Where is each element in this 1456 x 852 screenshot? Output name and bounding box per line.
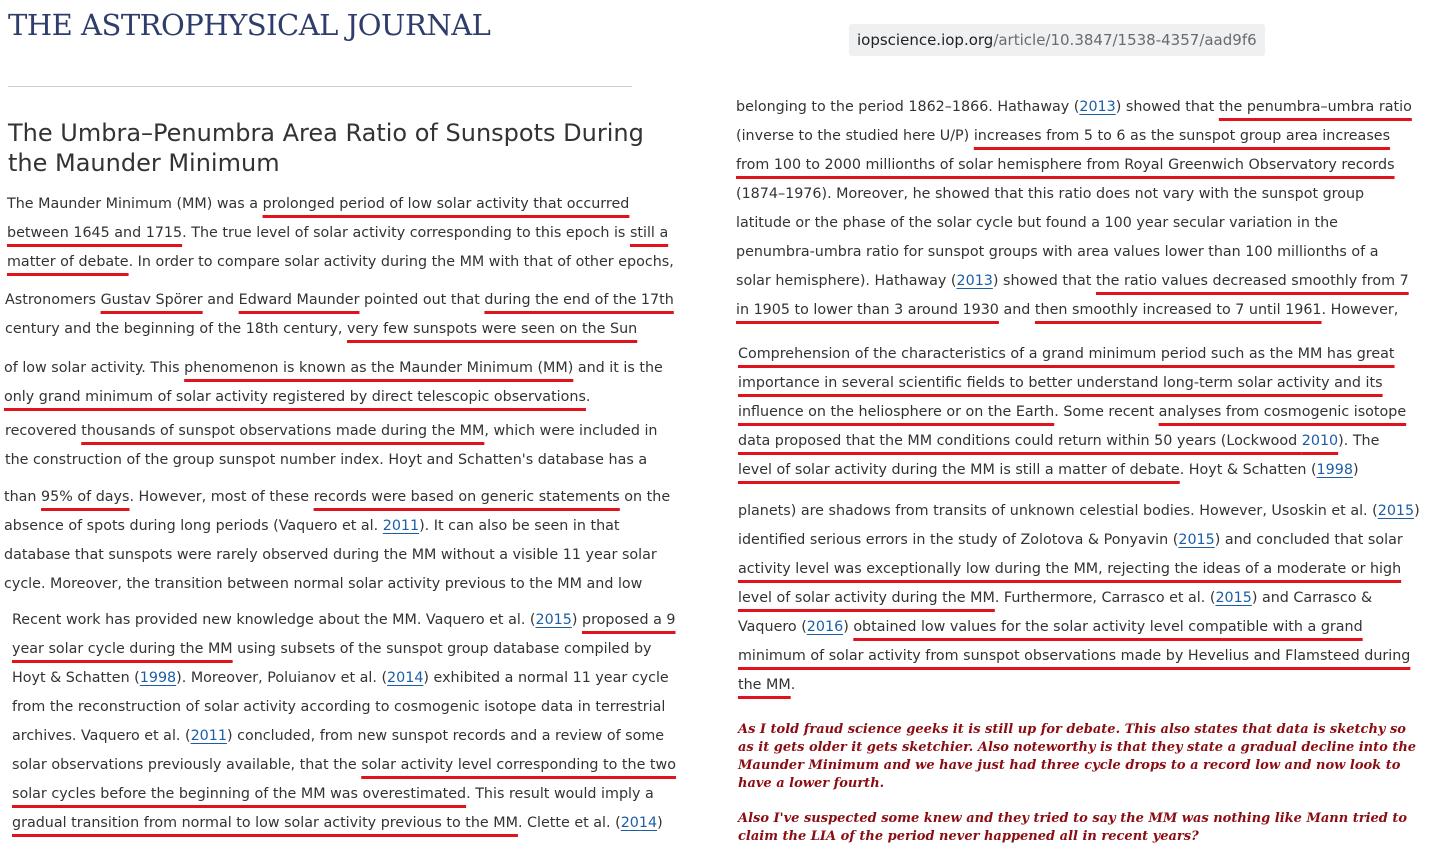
text-segment: and (202, 292, 239, 308)
text-segment: ) (1214, 532, 1221, 548)
citation-link[interactable]: 2015 (1178, 532, 1215, 548)
text-segment: ) (843, 619, 854, 635)
highlighted-text: data proposed that the MM conditions could return within 50 years (Lockwood (738, 433, 1302, 449)
text-line (738, 369, 1406, 398)
highlighted-text: records were based on generic statements (313, 489, 620, 505)
text-segment: solar hemisphere). Hathaway ( (736, 273, 957, 289)
text-line (736, 267, 1412, 296)
citation-link[interactable]: 2013 (1079, 99, 1116, 115)
text-segment: (inverse to the studied here U/P) (736, 128, 974, 144)
text-line (738, 340, 1406, 369)
text-line (738, 555, 1420, 584)
text-block (738, 340, 1406, 485)
journal-title: THE ASTROPHYSICAL JOURNAL (8, 8, 491, 42)
text-segment: identified serious errors in the study of Zolotova & Ponyavin ( (738, 532, 1179, 548)
text-line (736, 151, 1412, 180)
text-segment: the construction of the group sunspot number index. Hoyt and Schatten's database has a (5, 452, 648, 468)
text-line (738, 456, 1406, 485)
citation-link[interactable]: 2014 (620, 815, 658, 831)
text-line (12, 751, 676, 780)
text-segment: century and the beginning of the 18th century, (5, 321, 347, 337)
citation-link[interactable]: 2014 (387, 670, 424, 686)
text-segment: recovered (5, 423, 82, 439)
text-segment: using subsets of the sunspot group database compiled by (232, 641, 652, 657)
text-segment: ) exhibited a normal 11 year cycle (423, 670, 669, 686)
text-segment: archives. Vaquero et al. ( (12, 728, 191, 744)
text-line (736, 180, 1412, 209)
highlighted-text: in 1905 to lower than 3 around 1930 (736, 302, 999, 318)
text-segment: . However, (1321, 302, 1399, 318)
text-segment: and (998, 302, 1035, 318)
text-segment: and concluded that solar (1220, 532, 1403, 548)
text-block (7, 190, 674, 277)
text-segment: Vaquero ( (738, 619, 807, 635)
highlighted-text: between 1645 and 1715 (7, 225, 183, 241)
citation-link[interactable]: 2015 (1215, 590, 1252, 606)
text-segment: . This result would imply a (466, 786, 654, 802)
text-line (12, 693, 676, 722)
text-segment: . (790, 677, 796, 693)
text-line (12, 722, 676, 751)
header-divider (8, 86, 632, 87)
text-block (5, 417, 658, 475)
text-line (12, 606, 676, 635)
text-line (4, 541, 670, 570)
text-line (738, 526, 1420, 555)
text-segment: penumbra-umbra ratio for sunspot groups with area values lower than 100 millionths of a (736, 244, 1379, 260)
text-segment: ) concluded, from new sunspot records and a review of some (226, 728, 665, 744)
highlighted-text: solar cycles before the beginning of the MM was overestimated (12, 786, 467, 802)
highlighted-text: gradual transition from normal to low solar activity previous to the MM (12, 815, 518, 831)
text-line (738, 671, 1420, 700)
text-line (738, 642, 1420, 671)
citation-link[interactable]: 1998 (1316, 462, 1353, 478)
text-segment: ) showed that (992, 273, 1096, 289)
text-segment: ) (1352, 462, 1359, 478)
text-block (5, 286, 674, 344)
text-line (5, 417, 658, 446)
text-line (736, 238, 1412, 267)
citation-link[interactable]: 2013 (956, 273, 993, 289)
text-segment: and it is the (573, 360, 663, 376)
text-segment: planets) are shadows from transits of unknown celestial bodies. However, Usoskin et al. ( (738, 503, 1378, 519)
text-line (4, 354, 663, 383)
text-block (4, 354, 663, 412)
url-domain: iopscience.iop.org (857, 31, 994, 49)
highlighted-text: Comprehension of the characteristics of a grand minimum period such as the MM has great (738, 346, 1395, 362)
text-line (7, 248, 674, 277)
highlighted-text: only grand minimum of solar activity registered by direct telescopic observations (4, 389, 586, 405)
text-line (738, 613, 1420, 642)
text-segment: Recent work has provided new knowledge about the MM. Vaquero et al. ( (12, 612, 536, 628)
text-segment: from the reconstruction of solar activity according to cosmogenic isotope data in terrestrial (12, 699, 666, 715)
highlighted-text: obtained low values for the solar activity level compatible with a grand (853, 619, 1363, 635)
text-line (736, 122, 1412, 151)
highlighted-text: solar activity level corresponding to the two (361, 757, 676, 773)
highlighted-text: influence on the heliosphere or on the Earth (738, 404, 1055, 420)
text-segment: (1874–1976). Moreover, he showed that this ratio does not vary with the sunspot group (736, 186, 1365, 202)
text-segment: database that sunspots were rarely observed during the MM without a visible 11 year solar (4, 547, 657, 563)
highlighted-text: from 100 to 2000 millionths of solar hemisphere from Royal Greenwich Observatory records (736, 157, 1395, 173)
citation-link[interactable]: 2015 (1377, 503, 1415, 519)
highlighted-text: the penumbra–umbra ratio (1218, 99, 1412, 115)
text-block (738, 497, 1420, 700)
text-line (738, 398, 1406, 427)
highlighted-text: during the end of the 17th (484, 292, 674, 308)
highlighted-text: then smoothly increased to 7 until 1961 (1034, 302, 1322, 318)
highlighted-text: minimum of solar activity from sunspot observations made by Hevelius and Flamsteed during (738, 648, 1411, 664)
url-path: /article/10.3847/1538-4357/aad9f6 (993, 31, 1257, 49)
text-segment: ) showed that (1115, 99, 1219, 115)
text-segment: of low solar activity. This (4, 360, 185, 376)
commentary-note: Also I've suspected some knew and they tried to say the MM was nothing like Mann tried to claim the LIA of the period never happened all in recent years? (738, 811, 1408, 844)
highlighted-text: activity level was exceptionally low during the MM, rejecting the ideas of a moderate or high (738, 561, 1402, 577)
text-segment: . (585, 389, 591, 405)
text-segment: cycle. Moreover, the transition between normal solar activity previous to the MM and low (4, 576, 643, 592)
text-segment: ) and Carrasco & (1251, 590, 1373, 606)
text-segment: The Maunder Minimum (MM) was a (7, 196, 263, 212)
highlighted-text: Gustav Spörer (100, 292, 203, 308)
text-segment: , which were included in (484, 423, 658, 439)
highlighted-text: the MM (738, 677, 791, 693)
commentary-note: As I told fraud science geeks it is still up for debate. This also states that data is sketchy so as it gets older it gets sketchier. Also noteworthy is that they state a gradual decline into the Maunder Minimum and we have just had three cycle drops to a record low and now look to have a lower fourth. (738, 722, 1417, 791)
highlighted-text: prolonged period of low solar activity that occurred (262, 196, 630, 212)
text-segment: . The true level of solar activity corresponding to this epoch is (182, 225, 630, 241)
text-segment: . Furthermore, Carrasco et al. ( (994, 590, 1216, 606)
text-segment: than (4, 489, 42, 505)
text-line (736, 209, 1412, 238)
citation-link[interactable]: 2010 (1301, 433, 1339, 449)
text-block (12, 606, 676, 838)
text-line (5, 446, 658, 475)
text-line (738, 427, 1406, 456)
text-line (738, 584, 1420, 613)
text-line (7, 190, 674, 219)
highlighted-text: year solar cycle during the MM (12, 641, 233, 657)
article-title-line: the Maunder Minimum (8, 149, 280, 177)
text-line (5, 286, 674, 315)
text-segment: ) (657, 815, 663, 831)
highlighted-text: phenomenon is known as the Maunder Minimum (MM) (184, 360, 574, 376)
highlighted-text: level of solar activity during the MM is still a matter of debate (738, 462, 1180, 478)
highlighted-text: still a (629, 225, 669, 241)
text-segment: ) (571, 612, 582, 628)
text-line (12, 780, 676, 809)
text-line (4, 483, 670, 512)
text-segment: . Clette et al. ( (517, 815, 621, 831)
highlighted-text: matter of debate (7, 254, 129, 270)
text-segment: . However, most of these (129, 489, 314, 505)
text-segment: ) (1414, 503, 1420, 519)
highlighted-text: 95% of days (41, 489, 130, 505)
text-line (12, 664, 676, 693)
highlighted-text: analyses from cosmogenic isotope (1158, 404, 1407, 420)
text-segment: solar observations previously available, that the (12, 757, 362, 773)
highlighted-text: the ratio values decreased smoothly from 7 (1095, 273, 1409, 289)
highlighted-text: level of solar activity during the MM (738, 590, 995, 606)
text-segment: ). Moreover, Poluianov et al. ( (176, 670, 388, 686)
text-segment: Astronomers (5, 292, 101, 308)
text-line (738, 497, 1420, 526)
highlighted-text: importance in several scientific fields to better understand long-term solar activity and its (738, 375, 1383, 391)
text-block (736, 93, 1412, 325)
text-line (4, 383, 663, 412)
text-line (12, 635, 676, 664)
highlighted-text: very few sunspots were seen on the Sun (346, 321, 638, 337)
text-segment: absence of spots during long periods (Vaquero et al. (4, 518, 383, 534)
text-segment: . Hoyt & Schatten ( (1179, 462, 1317, 478)
text-segment: Hoyt & Schatten ( (12, 670, 140, 686)
text-line (12, 809, 676, 838)
text-segment: on the (619, 489, 671, 505)
text-line (7, 219, 674, 248)
highlighted-text: increases from 5 to 6 as the sunspot group area increases (973, 128, 1391, 144)
highlighted-text: Edward Maunder (238, 292, 360, 308)
article-title (8, 118, 648, 178)
text-segment: pointed out that (359, 292, 485, 308)
article-title-line: The Umbra–Penumbra Area Ratio of Sunspots During (8, 119, 644, 147)
text-segment: . In order to compare solar activity during the MM with that of other epochs, (128, 254, 674, 270)
highlighted-text: proposed a 9 (582, 612, 676, 628)
url-badge[interactable] (849, 24, 1265, 56)
citation-link[interactable]: 2016 (806, 619, 844, 635)
text-segment: latitude or the phase of the solar cycle but found a 100 year secular variation in the (736, 215, 1338, 231)
citation-link[interactable]: 2011 (190, 728, 227, 744)
citation-link[interactable]: 1998 (139, 670, 177, 686)
text-segment: . Some recent (1054, 404, 1159, 420)
text-line (4, 570, 670, 599)
text-line (5, 315, 674, 344)
highlighted-text: thousands of sunspot observations made during the MM (81, 423, 485, 439)
citation-link[interactable]: 2015 (535, 612, 572, 628)
text-block (4, 483, 670, 599)
text-line (4, 512, 670, 541)
text-line (736, 93, 1412, 122)
text-line (736, 296, 1412, 325)
text-segment: ). The (1338, 433, 1380, 449)
text-segment: belonging to the period 1862–1866. Hathaway ( (736, 99, 1080, 115)
citation-link[interactable]: 2011 (382, 518, 420, 534)
text-segment: ). It can also be seen in that (419, 518, 620, 534)
